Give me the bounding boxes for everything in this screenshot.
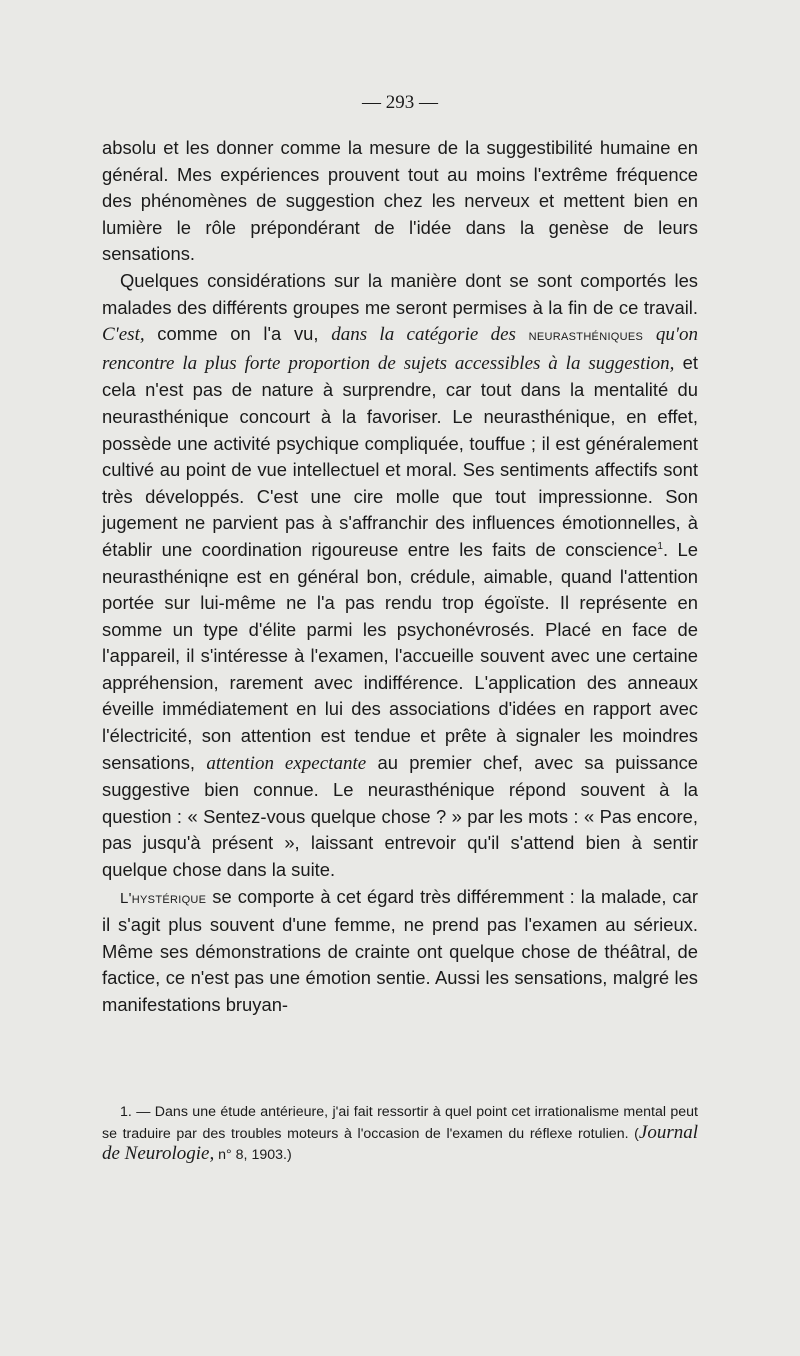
paragraph-1: absolu et les donner comme la mesure de la suggestibilité humaine en général. Mes expériences prouvent tout au moins l'extrême fréquence des phénomènes de suggestion chez les nerveux et mettent bien en lumière le rôle prépondérant de l'idée dans la genèse de leurs sensations. bbox=[102, 137, 698, 265]
p2-italic-categorie: dans la catégorie des bbox=[331, 324, 516, 346]
p2-text-h: . Le neurasthéniqne est en général bon, crédule, aimable, quand l'attention portée sur lui-même ne l'a pas rendu trop égoïste. Il représente en somme un type d'élite parmi les psychonévrosés. Placé en face de l'appareil, il s'intéresse à l'examen, l'accueille souvent avec une certaine appréhension, rarement avec indifférence. L'application des anneaux éveille immédiatement en lui des associations d'idées en rapport avec l'électricité, son attention est tendue et prête à signaler les moindres sensations, bbox=[102, 538, 698, 773]
p2-italic-proportion: qu'on rencontre la plus forte proportion de sujets accessibles à la suggestion, bbox=[102, 324, 698, 374]
footnote-journal: Journal de Neurologie, bbox=[102, 1121, 698, 1164]
footnote-ref: 1 bbox=[657, 540, 663, 552]
p3-text-b: se comporte à cet égard très différemment : la malade, car il s'agit plus souvent d'une femme, ne prend pas l'examen au sérieux. Même ses démonstrations de crainte ont quelque chose de théâtral, de factice, ce n'est pas une émotion sentie. Aussi les sensations, malgré les manifestations bruyan- bbox=[102, 885, 698, 1015]
p2-italic-cest: C'est, bbox=[102, 324, 145, 346]
p2-text-c: comme on l'a vu, bbox=[144, 323, 332, 345]
footnote-text bbox=[102, 1103, 698, 1166]
footnote bbox=[102, 1103, 698, 1166]
paragraph-3 bbox=[102, 884, 698, 1019]
p2-text-j: au premier chef, avec sa puissance suggestive bien connue. Le neurasthénique répond souvent à la question : « Sentez-vous quelque chose ? » par les mots : « Pas encore, pas jusqu'à présent », laissant entrevoir qu'il s'attend bien à sentir quelque chose dans la suite. bbox=[102, 751, 699, 881]
p2-text-g: et cela n'est pas de nature à surprendre, car tout dans la mentalité du neurasthénique concourt à la favoriser. Le neurasthénique, en effet, possède une activité psychique compliquée, touffue ; il est généralement cultivé au point de vue intellectuel et moral. Ses sentiments affectifs sont très développés. C'est une cire molle que tout impressionne. Son jugement ne parvient pas à s'affranchir des influences émotionnelles, à établir une coordination rigoureuse entre les faits de conscience bbox=[102, 351, 698, 560]
footnote-text-a: 1. — Dans une étude antérieure, j'ai fait ressortir à quel point cet irrationalisme mental peut se traduire par des troubles moteurs à l'occasion de l'examen du réflexe rotulien. ( bbox=[102, 1104, 698, 1142]
footnote-text-c: n° 8, 1903.) bbox=[214, 1147, 292, 1163]
paragraph-2 bbox=[102, 268, 698, 884]
p2-text-a: Quelques considérations sur la manière dont se sont comportés les malades des différents groupes me seront permises à la fin de ce travail. bbox=[102, 269, 698, 318]
p2-italic-attention: attention expectante bbox=[206, 752, 367, 774]
p3-smallcaps-hysterique: L'hystérique bbox=[120, 889, 207, 907]
page-number: — 293 — bbox=[362, 92, 438, 113]
p2-smallcaps-neurastheniques: neurasthéniques bbox=[528, 327, 644, 345]
main-text bbox=[102, 135, 698, 1019]
